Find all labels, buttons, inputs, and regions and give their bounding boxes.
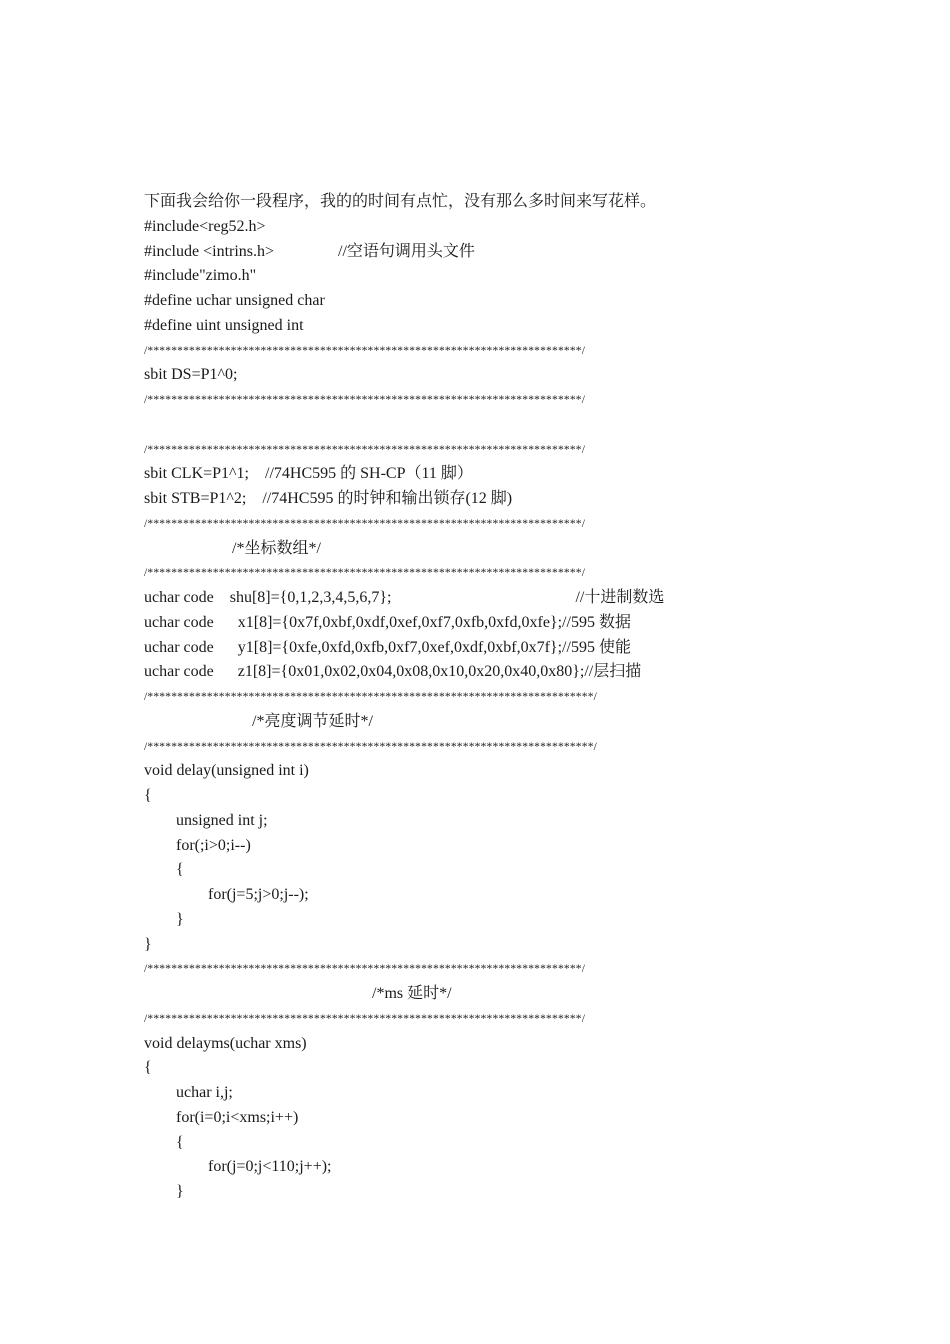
code-line: /***************************************************************************/ [144,740,598,753]
code-line: sbit CLK=P1^1; //74HC595 的 SH-CP（11 脚） [144,465,473,483]
code-line: /*************************************************************************/ [144,963,586,976]
code-line: #define uint unsigned int [144,316,304,334]
code-line: for(j=0;j<110;j++); [144,1158,332,1176]
code-line: uchar code y1[8]={0xfe,0xfd,0xfb,0xf7,0xef,0xdf,0xbf,0x7f};//595 使能 [144,638,631,656]
code-line: { [144,1059,152,1077]
code-line: /*ms 延时*/ [144,985,452,1002]
code-line: /***************************************************************************/ [144,691,598,703]
code-line: { [144,861,184,879]
code-line: unsigned int j; [144,811,268,829]
code-line: } [144,910,184,928]
code-line: /*************************************************************************/ [144,517,586,530]
code-line: sbit STB=P1^2; //74HC595 的时钟和输出锁存(12 脚) [144,490,513,507]
code-line: /*坐标数组*/ [144,539,321,557]
code-line: #include"zimo.h" [144,267,257,285]
code-line: uchar code shu[8]={0,1,2,3,4,5,6,7}; //十进制数选 [144,589,665,606]
code-line: for(i=0;i<xms;i++) [144,1108,299,1126]
code-line: /*************************************************************************/ [144,567,586,580]
code-line: /*************************************************************************/ [144,344,586,357]
code-line: uchar i,j; [144,1084,233,1101]
code-line: #include<reg52.h> [144,217,266,235]
code-line: void delay(unsigned int i) [144,762,309,780]
code-line: void delayms(uchar xms) [144,1034,307,1052]
code-line: #define uchar unsigned char [144,292,325,309]
code-line: { [144,787,152,804]
code-line: /*************************************************************************/ [144,1012,586,1025]
code-line: /*亮度调节延时*/ [144,712,373,730]
code-line: for(;i>0;i--) [144,836,251,854]
code-line: /*************************************************************************/ [144,394,586,406]
code-line: uchar code z1[8]={0x01,0x02,0x04,0x08,0x10,0x20,0x40,0x80};//层扫描 [144,663,642,681]
code-line: { [144,1133,184,1151]
code-line: } [144,935,152,953]
code-line: sbit DS=P1^0; [144,366,238,384]
code-line: } [144,1183,184,1200]
code-line: 下面我会给你一段程序，我的的时间有点忙，没有那么多时间来写花样。 [144,193,657,210]
code-line: #include <intrins.h> //空语句调用头文件 [144,242,475,260]
code-line: /*************************************************************************/ [144,443,586,456]
code-line: for(j=5;j>0;j--); [144,886,309,903]
code-line: uchar code x1[8]={0x7f,0xbf,0xdf,0xef,0xf7,0xfb,0xfd,0xfe};//595 数据 [144,613,631,631]
